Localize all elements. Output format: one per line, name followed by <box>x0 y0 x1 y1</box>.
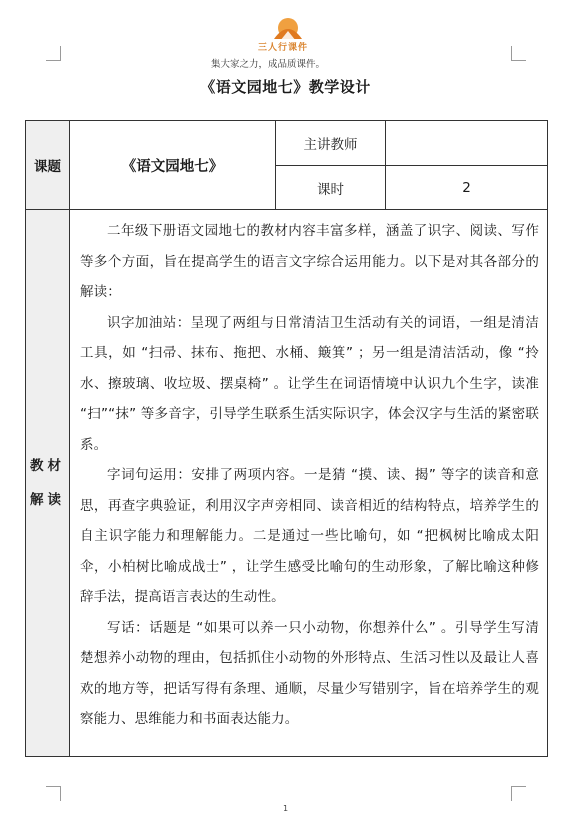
paragraph-intro: 二年级下册语文园地七的教材内容丰富多样，涵盖了识字、阅读、写作等多个方面，旨在提高学生的语言文字综合运用能力。以下是对其各部分的解读： <box>80 223 539 300</box>
hours-label: 课时 <box>276 166 386 210</box>
analysis-label-line1: 教材 <box>30 458 65 474</box>
paragraph-word-usage: 字词句运用：安排了两项内容。一是猜 “摸、读、揭” 等字的读音和意思，再查字典验证，利用汉字声旁相同、读音相近的结构特点，培养学生的自主识字能力和理解能力。二是通过一些比喻句，如 “把枫树比喻成太阳伞，小柏树比喻成战士” ，让学生感受比喻句的生动形象，了解比喻这种修辞手法，提高语言表达的生动性。 <box>80 467 539 605</box>
crop-mark-top-right <box>511 46 526 61</box>
page-number: 1 <box>282 804 289 813</box>
analysis-label-line2: 解读 <box>30 492 65 508</box>
teacher-value <box>386 121 548 166</box>
topic-value: 《语文园地七》 <box>70 121 276 210</box>
document-title: 《语文园地七》教学设计 <box>200 78 371 96</box>
crop-mark-bottom-left <box>46 786 61 801</box>
paragraph-literacy: 识字加油站：呈现了两组与日常清洁卫生活动有关的词语，一组是清洁工具，如 “扫帚、抹布、拖把、水桶、簸箕” ；另一组是清洁活动，像 “拎水、擦玻璃、收垃圾、摆桌椅” 。让学生在词语情境中认识九个生字，读准 “扫”“抹” 等多音字，引导学生联系生活实际识字，体会汉字与生活的紧密联系。 <box>80 314 539 453</box>
analysis-label <box>26 210 70 757</box>
crop-mark-top-left <box>46 46 61 61</box>
lesson-plan-table <box>25 120 548 757</box>
logo-text: 三人行课件 <box>258 43 309 53</box>
analysis-content <box>70 210 548 757</box>
slogan: 集大家之力，成品质课件。 <box>211 59 326 70</box>
teacher-label: 主讲教师 <box>276 121 386 166</box>
hours-value: 2 <box>386 166 548 210</box>
crop-mark-bottom-right <box>511 786 526 801</box>
topic-label: 课题 <box>26 121 70 210</box>
paragraph-writing: 写话：话题是 “如果可以养一只小动物，你想养什么” 。引导学生写清楚想养小动物的理由，包括抓住小动物的外形特点、生活习性以及最让人喜欢的地方等，把话写得有条理、通顺，尽量少写错别字，旨在培养学生的观察能力、思维能力和书面表达能力。 <box>80 619 539 727</box>
